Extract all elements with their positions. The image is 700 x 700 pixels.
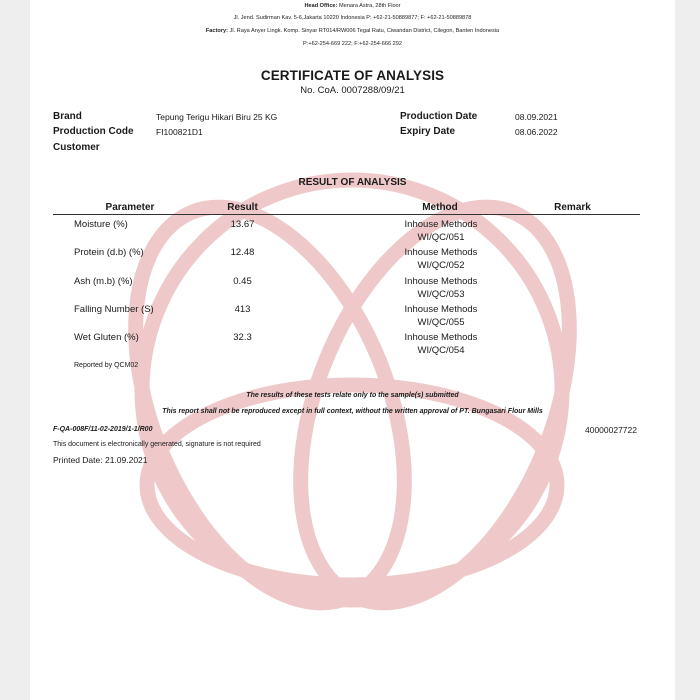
brand-label: Brand [53,111,82,122]
parameter-cell: Protein (d.b) (%) [74,247,144,258]
production-date-value: 08.09.2021 [515,112,558,122]
method-cell [385,246,497,272]
production-code-label: Production Code [53,126,134,137]
method-name: Inhouse Methods [404,219,478,230]
factory-label: Factory: [205,28,228,34]
parameter-cell: Moisture (%) [74,219,128,230]
form-code: F-QA-008F/11-02-2019/1-1/R00 [53,426,153,433]
office-address: Jl. Jend. Sudirman Kav. 5-6,Jakarta 10220 Indonesia P: +62-21-50889877; F: +62-21-50889878 [233,15,472,21]
factory-line [30,28,675,34]
col-header-result: Result [227,202,258,213]
result-cell: 32.3 [233,332,252,343]
method-code: WI/QC/055 [417,317,465,328]
footer-note-samples: The results of these tests relate only to the sample(s) submitted [246,392,459,399]
header-divider [53,214,640,215]
method-code: WI/QC/054 [417,345,465,356]
method-name: Inhouse Methods [404,304,478,315]
certificate-number: No. CoA. 0007288/09/21 [300,85,405,96]
electronic-note: This document is electronically generated, signature is not required [53,441,261,448]
factory-phone: P:+62-254-669 222; F:+62-254-666 292 [303,41,402,47]
result-cell: 12.48 [230,247,255,258]
certificate-title: CERTIFICATE OF ANALYSIS [260,68,445,83]
result-cell: 413 [234,304,251,315]
method-cell [385,218,497,244]
parameter-cell: Wet Gluten (%) [74,332,139,343]
result-cell: 13.67 [230,219,255,230]
method-code: WI/QC/053 [417,289,465,300]
production-code-value: FI100821D1 [156,127,203,137]
footer-note-reproduction: This report shall not be reproduced except in full context, without the written approval of PT. Bungasari Flour Mills [162,408,543,415]
col-header-parameter: Parameter [105,202,155,213]
method-cell [385,331,497,357]
result-cell: 0.45 [233,276,252,287]
expiry-date-label: Expiry Date [400,126,456,137]
parameter-cell: Falling Number (S) [74,304,154,315]
method-name: Inhouse Methods [404,332,478,343]
method-code: WI/QC/051 [417,232,465,243]
brand-value: Tepung Terigu Hikari Biru 25 KG [156,112,278,122]
results-section-title: RESULT OF ANALYSIS [298,177,407,188]
document-number: 40000027722 [584,425,637,435]
reported-by: Reported by QCM02 [74,362,139,369]
method-cell [385,303,497,329]
method-name: Inhouse Methods [404,276,478,287]
head-office-label: Head Office: [304,3,338,9]
method-code: WI/QC/052 [417,260,465,271]
expiry-date-value: 08.06.2022 [515,127,558,137]
head-office: Menara Astra, 28th Floor [338,3,401,9]
head-office-line [30,3,675,9]
production-date-label: Production Date [400,111,478,122]
printed-date: Printed Date: 21.09.2021 [53,455,148,465]
certificate-page [30,0,675,700]
factory-address: Jl. Raya Anyer Lingk. Komp. Sinyar RT014/RW006 Tegal Ratu, Ciwandan District, Cilegon, Banten Indonesia [229,28,500,34]
col-header-remark: Remark [554,202,591,213]
customer-label: Customer [53,142,100,153]
method-cell [385,275,497,301]
col-header-method: Method [422,202,458,213]
method-name: Inhouse Methods [404,247,478,258]
parameter-cell: Ash (m.b) (%) [74,276,133,287]
